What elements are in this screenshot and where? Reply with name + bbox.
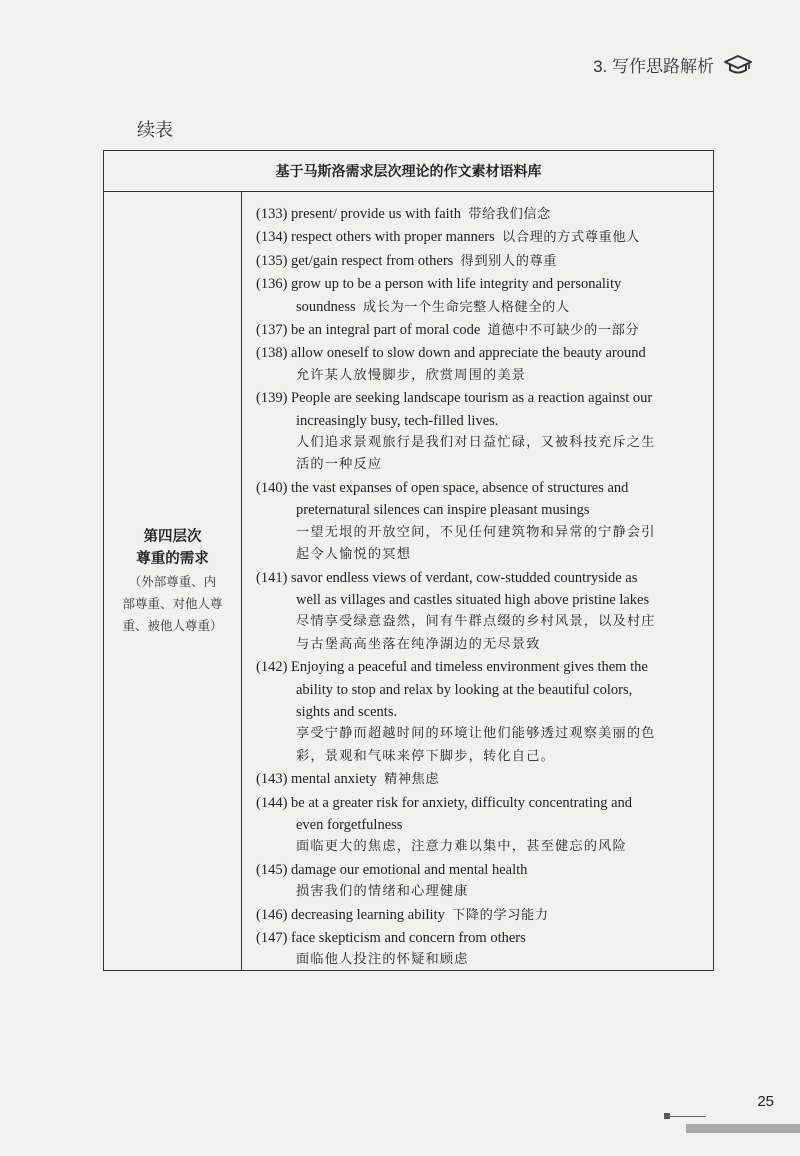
entry-text-cont: increasingly busy, tech-filled lives. [296,412,499,429]
entry-text: (146) decreasing learning ability [256,906,445,923]
level-title-line2: 尊重的需求 [136,551,209,567]
entry-141 [256,567,705,657]
entry-140 [256,477,705,567]
entry-translation: 损害我们的情绪和心理健康 [296,884,469,900]
entry-translation: 人们追求景观旅行是我们对日益忙碌，又被科技充斥之生 [296,435,656,451]
entry-text-cont: well as villages and castles situated high above pristine lakes [296,591,650,608]
entry-143 [256,768,705,791]
table-title: 基于马斯洛需求层次理论的作文素材语料库 [104,151,713,192]
entry-139 [256,387,705,477]
entry-text: (144) be at a greater risk for anxiety, difficulty concentrating and [256,794,633,811]
level-note-line3: 重、被他人尊重） [122,618,223,633]
entry-text-cont: even forgetfulness [296,816,403,833]
entry-text: (134) respect others with proper manners [256,229,495,246]
entry-text: (141) savor endless views of verdant, cow-studded countryside as [256,569,638,586]
entry-text-cont: preternatural silences can inspire pleasant musings [296,502,590,519]
entry-translation: 享受宁静而超越时间的环境让他们能够透过观察美丽的色 [296,726,656,742]
level-cell [104,192,242,970]
entry-text-cont: ability to stop and relax by looking at the beautiful colors, [296,681,633,698]
entry-translation: 下降的学习能力 [452,907,549,923]
level-title-line1: 第四层次 [143,529,202,545]
entry-translation: 道德中不可缺少的一部分 [487,323,640,339]
entry-text: (145) damage our emotional and mental health [256,861,528,878]
entry-translation: 精神焦虑 [384,772,440,788]
section-title: 3. 写作思路解析 [593,57,714,76]
entry-translation-cont: 活的一种反应 [296,457,383,473]
entry-text-cont2: sights and scents. [296,703,398,720]
entry-text-cont: soundness [296,298,356,315]
entry-145 [256,859,705,904]
entry-134 [256,226,705,249]
page-header [593,52,752,77]
entry-text: (133) present/ provide us with faith [256,206,461,222]
entry-135 [256,250,705,273]
entry-translation-cont: 与古堡高高坐落在纯净湖边的无尽景致 [296,636,541,652]
footer-rule [664,1116,706,1117]
entry-137 [256,319,705,342]
entry-translation-cont: 彩，景观和气味来停下脚步，转化自己。 [296,748,555,764]
corpus-table [103,150,714,971]
entry-translation-cont: 起令人愉悦的冥想 [296,547,412,563]
entry-147 [256,927,705,972]
entries-cell [242,192,713,970]
entry-translation: 允许某人放慢脚步，欣赏周围的美景 [296,367,527,383]
footer-bar [686,1124,800,1133]
entry-translation: 带给我们信念 [468,207,551,222]
entry-text: (147) face skepticism and concern from others [256,930,526,946]
entry-136 [256,273,705,319]
entry-text: (140) the vast expanses of open space, absence of structures and [256,479,629,496]
entry-text: (135) get/gain respect from others [256,252,454,269]
entry-text: (143) mental anxiety [256,771,377,788]
continued-label: 续表 [137,120,173,141]
entry-text: (142) Enjoying a peaceful and timeless environment gives them the [256,659,648,676]
entry-146 [256,904,705,927]
level-note-line1: （外部尊重、内 [128,574,217,589]
entry-142 [256,656,705,768]
entry-text: (138) allow oneself to slow down and appreciate the beauty around [256,345,646,362]
entry-translation: 得到别人的尊重 [460,253,558,269]
entry-144 [256,792,705,859]
entry-translation: 以合理的方式尊重他人 [502,230,640,246]
graduation-cap-icon [724,54,752,76]
level-note-line2: 部尊重、对他人尊 [122,596,223,611]
entry-translation: 成长为一个生命完整人格健全的人 [362,299,570,315]
entry-138 [256,342,705,387]
entry-translation: 面临更大的焦虑，注意力难以集中，甚至健忘的风险 [296,839,627,855]
entry-text: (136) grow up to be a person with life integrity and personality [256,276,622,293]
entry-text: (139) People are seeking landscape tourism as a reaction against our [256,390,653,407]
entry-translation: 尽情享受绿意盎然，间有牛群点缀的乡村风景，以及村庄 [296,614,656,630]
entry-text: (137) be an integral part of moral code [256,322,481,339]
entry-translation: 一望无垠的开放空间，不见任何建筑物和异常的宁静会引 [296,524,656,540]
entry-133 [256,203,705,226]
entry-translation: 面临他人投注的怀疑和顾虑 [296,952,469,968]
page-number: 25 [757,1093,774,1110]
